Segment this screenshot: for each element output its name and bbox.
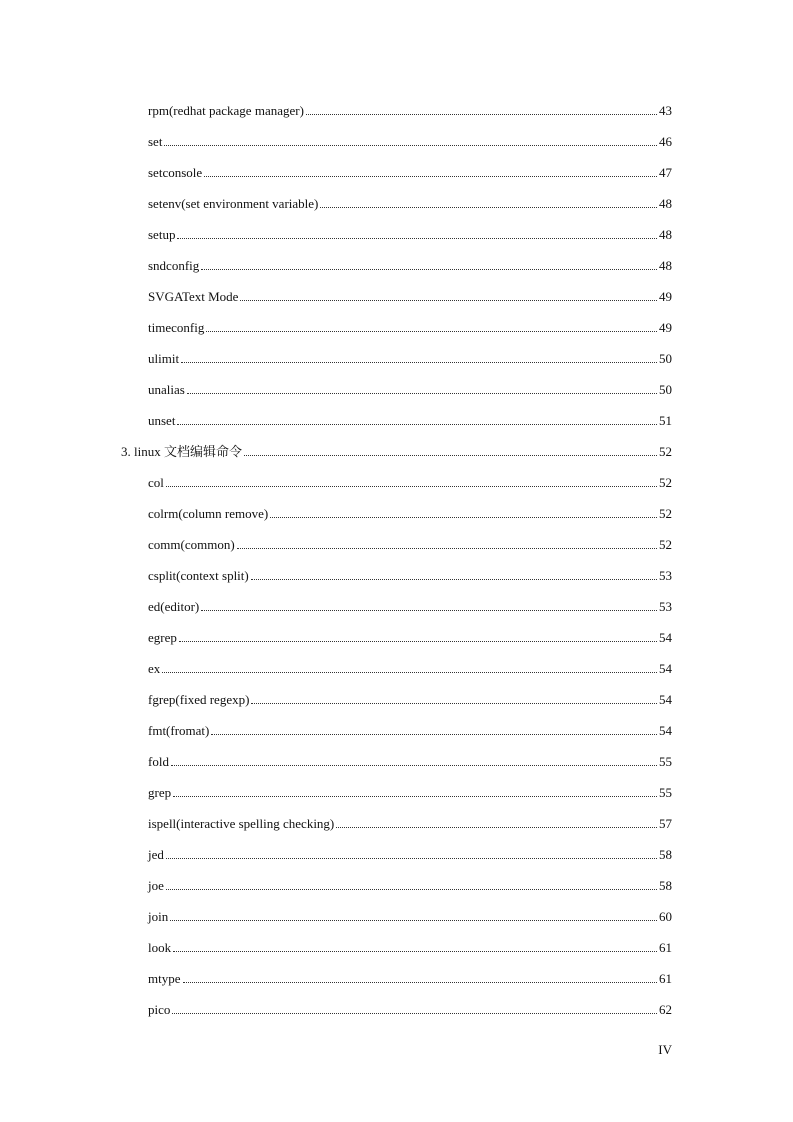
toc-entry[interactable] bbox=[148, 843, 672, 863]
toc-dot-leader bbox=[166, 889, 657, 890]
toc-entry-page: 55 bbox=[659, 785, 672, 800]
toc-dot-leader bbox=[206, 331, 657, 332]
toc-entry-title: jed bbox=[148, 847, 164, 862]
toc-dot-leader bbox=[201, 269, 657, 270]
toc-entry-title: 3. linux 文档编辑命令 bbox=[121, 444, 242, 459]
toc-entry[interactable] bbox=[148, 254, 672, 274]
toc-dot-leader bbox=[211, 734, 657, 735]
toc-entry-page: 62 bbox=[659, 1002, 672, 1017]
toc-entry-title: setup bbox=[148, 227, 176, 242]
toc-entry-page: 50 bbox=[659, 382, 672, 397]
toc-dot-leader bbox=[166, 858, 657, 859]
toc-entry-page: 61 bbox=[659, 940, 672, 955]
toc-entry[interactable] bbox=[148, 285, 672, 305]
toc-entry-title: ed(editor) bbox=[148, 599, 200, 614]
toc-chapter-entry[interactable] bbox=[121, 440, 672, 460]
toc-entry-title: SVGAText Mode bbox=[148, 289, 239, 304]
toc-dot-leader bbox=[244, 455, 657, 456]
toc-entry[interactable] bbox=[148, 99, 672, 119]
toc-entry-title: fold bbox=[148, 754, 169, 769]
page-number: IV bbox=[658, 1042, 672, 1057]
toc-entry-page: 60 bbox=[659, 909, 672, 924]
toc-dot-leader bbox=[270, 517, 657, 518]
toc-entry-title: look bbox=[148, 940, 172, 955]
toc-dot-leader bbox=[177, 424, 657, 425]
toc-entry[interactable] bbox=[148, 874, 672, 894]
toc-entry-title: set bbox=[148, 134, 163, 149]
toc-entry[interactable] bbox=[148, 998, 672, 1018]
toc-dot-leader bbox=[251, 579, 657, 580]
toc-entry[interactable] bbox=[148, 502, 672, 522]
toc-entry-page: 55 bbox=[659, 754, 672, 769]
toc-entry[interactable] bbox=[148, 719, 672, 739]
toc-dot-leader bbox=[170, 920, 657, 921]
toc-entry-page: 52 bbox=[659, 537, 672, 552]
toc-entry-title: col bbox=[148, 475, 164, 490]
toc-entry[interactable] bbox=[148, 688, 672, 708]
toc-entry-title: joe bbox=[148, 878, 164, 893]
toc-entry-title: ispell(interactive spelling checking) bbox=[148, 816, 335, 831]
toc-dot-leader bbox=[172, 1013, 657, 1014]
toc-entry[interactable] bbox=[148, 130, 672, 150]
toc-entry-page: 48 bbox=[659, 196, 672, 211]
toc-entry-title: pico bbox=[148, 1002, 171, 1017]
toc-entry-title: unset bbox=[148, 413, 176, 428]
toc-dot-leader bbox=[177, 238, 657, 239]
toc-entry-title: ex bbox=[148, 661, 161, 676]
toc-entry-title: ulimit bbox=[148, 351, 180, 366]
toc-entry-page: 46 bbox=[659, 134, 672, 149]
toc-entry-title: rpm(redhat package manager) bbox=[148, 103, 304, 118]
toc-entry-title: csplit(context split) bbox=[148, 568, 249, 583]
toc-entry[interactable] bbox=[148, 223, 672, 243]
toc-entry[interactable] bbox=[148, 161, 672, 181]
toc-entry[interactable] bbox=[148, 936, 672, 956]
toc-entry-page: 51 bbox=[659, 413, 672, 428]
toc-entry-title: grep bbox=[148, 785, 172, 800]
toc-entry[interactable] bbox=[148, 564, 672, 584]
toc-entry-page: 52 bbox=[659, 444, 672, 459]
toc-entry[interactable] bbox=[148, 533, 672, 553]
toc-dot-leader bbox=[173, 796, 657, 797]
toc-dot-leader bbox=[201, 610, 657, 611]
toc-dot-leader bbox=[181, 362, 657, 363]
toc-entry[interactable] bbox=[148, 626, 672, 646]
toc-entry-title: setconsole bbox=[148, 165, 203, 180]
toc-entry-title: fgrep(fixed regexp) bbox=[148, 692, 250, 707]
toc-entry-page: 61 bbox=[659, 971, 672, 986]
toc-entry-page: 49 bbox=[659, 289, 672, 304]
toc-entry-page: 52 bbox=[659, 506, 672, 521]
toc-entry-page: 58 bbox=[659, 847, 672, 862]
toc-entry[interactable] bbox=[148, 750, 672, 770]
toc-entry-page: 58 bbox=[659, 878, 672, 893]
toc-entry-page: 49 bbox=[659, 320, 672, 335]
toc-entry-page: 57 bbox=[659, 816, 672, 831]
toc-entry[interactable] bbox=[148, 781, 672, 801]
toc-entry[interactable] bbox=[148, 471, 672, 491]
toc-entry[interactable] bbox=[148, 905, 672, 925]
toc-entry-page: 54 bbox=[659, 692, 672, 707]
toc-entry[interactable] bbox=[148, 378, 672, 398]
toc-entry-page: 54 bbox=[659, 661, 672, 676]
toc-entry-title: unalias bbox=[148, 382, 185, 397]
toc-dot-leader bbox=[162, 672, 657, 673]
toc-entry[interactable] bbox=[148, 316, 672, 336]
toc-dot-leader bbox=[164, 145, 657, 146]
toc-entry[interactable] bbox=[148, 967, 672, 987]
toc-dot-leader bbox=[171, 765, 657, 766]
toc-entry-title: comm(common) bbox=[148, 537, 235, 552]
toc-entry-page: 48 bbox=[659, 258, 672, 273]
toc-entry-page: 47 bbox=[659, 165, 672, 180]
toc-dot-leader bbox=[187, 393, 657, 394]
toc-entry-page: 48 bbox=[659, 227, 672, 242]
toc-dot-leader bbox=[336, 827, 657, 828]
toc-entry-page: 54 bbox=[659, 723, 672, 738]
toc-dot-leader bbox=[237, 548, 657, 549]
toc-dot-leader bbox=[183, 982, 658, 983]
toc-entry[interactable] bbox=[148, 812, 672, 832]
toc-entry-title: sndconfig bbox=[148, 258, 200, 273]
toc-entry-page: 54 bbox=[659, 630, 672, 645]
toc-dot-leader bbox=[166, 486, 657, 487]
toc-entry-page: 50 bbox=[659, 351, 672, 366]
toc-entry[interactable] bbox=[148, 347, 672, 367]
toc-dot-leader bbox=[320, 207, 657, 208]
toc-dot-leader bbox=[306, 114, 657, 115]
toc-entry-title: egrep bbox=[148, 630, 177, 645]
toc-entry-title: mtype bbox=[148, 971, 181, 986]
toc-entry-page: 43 bbox=[659, 103, 672, 118]
toc-entry-page: 53 bbox=[659, 568, 672, 583]
toc-entry-title: setenv(set environment variable) bbox=[148, 196, 319, 211]
toc-dot-leader bbox=[173, 951, 657, 952]
toc-dot-leader bbox=[204, 176, 657, 177]
toc-entry[interactable] bbox=[148, 192, 672, 212]
toc-entry-title: colrm(column remove) bbox=[148, 506, 269, 521]
toc-entry[interactable] bbox=[148, 657, 672, 677]
toc-dot-leader bbox=[251, 703, 657, 704]
toc-entry[interactable] bbox=[148, 595, 672, 615]
toc-entry[interactable] bbox=[148, 409, 672, 429]
toc-dot-leader bbox=[179, 641, 657, 642]
toc-entry-title: join bbox=[148, 909, 169, 924]
toc-entry-page: 52 bbox=[659, 475, 672, 490]
toc-entry-title: timeconfig bbox=[148, 320, 205, 335]
toc-dot-leader bbox=[240, 300, 657, 301]
toc-entry-page: 53 bbox=[659, 599, 672, 614]
toc-entry-title: fmt(fromat) bbox=[148, 723, 210, 738]
